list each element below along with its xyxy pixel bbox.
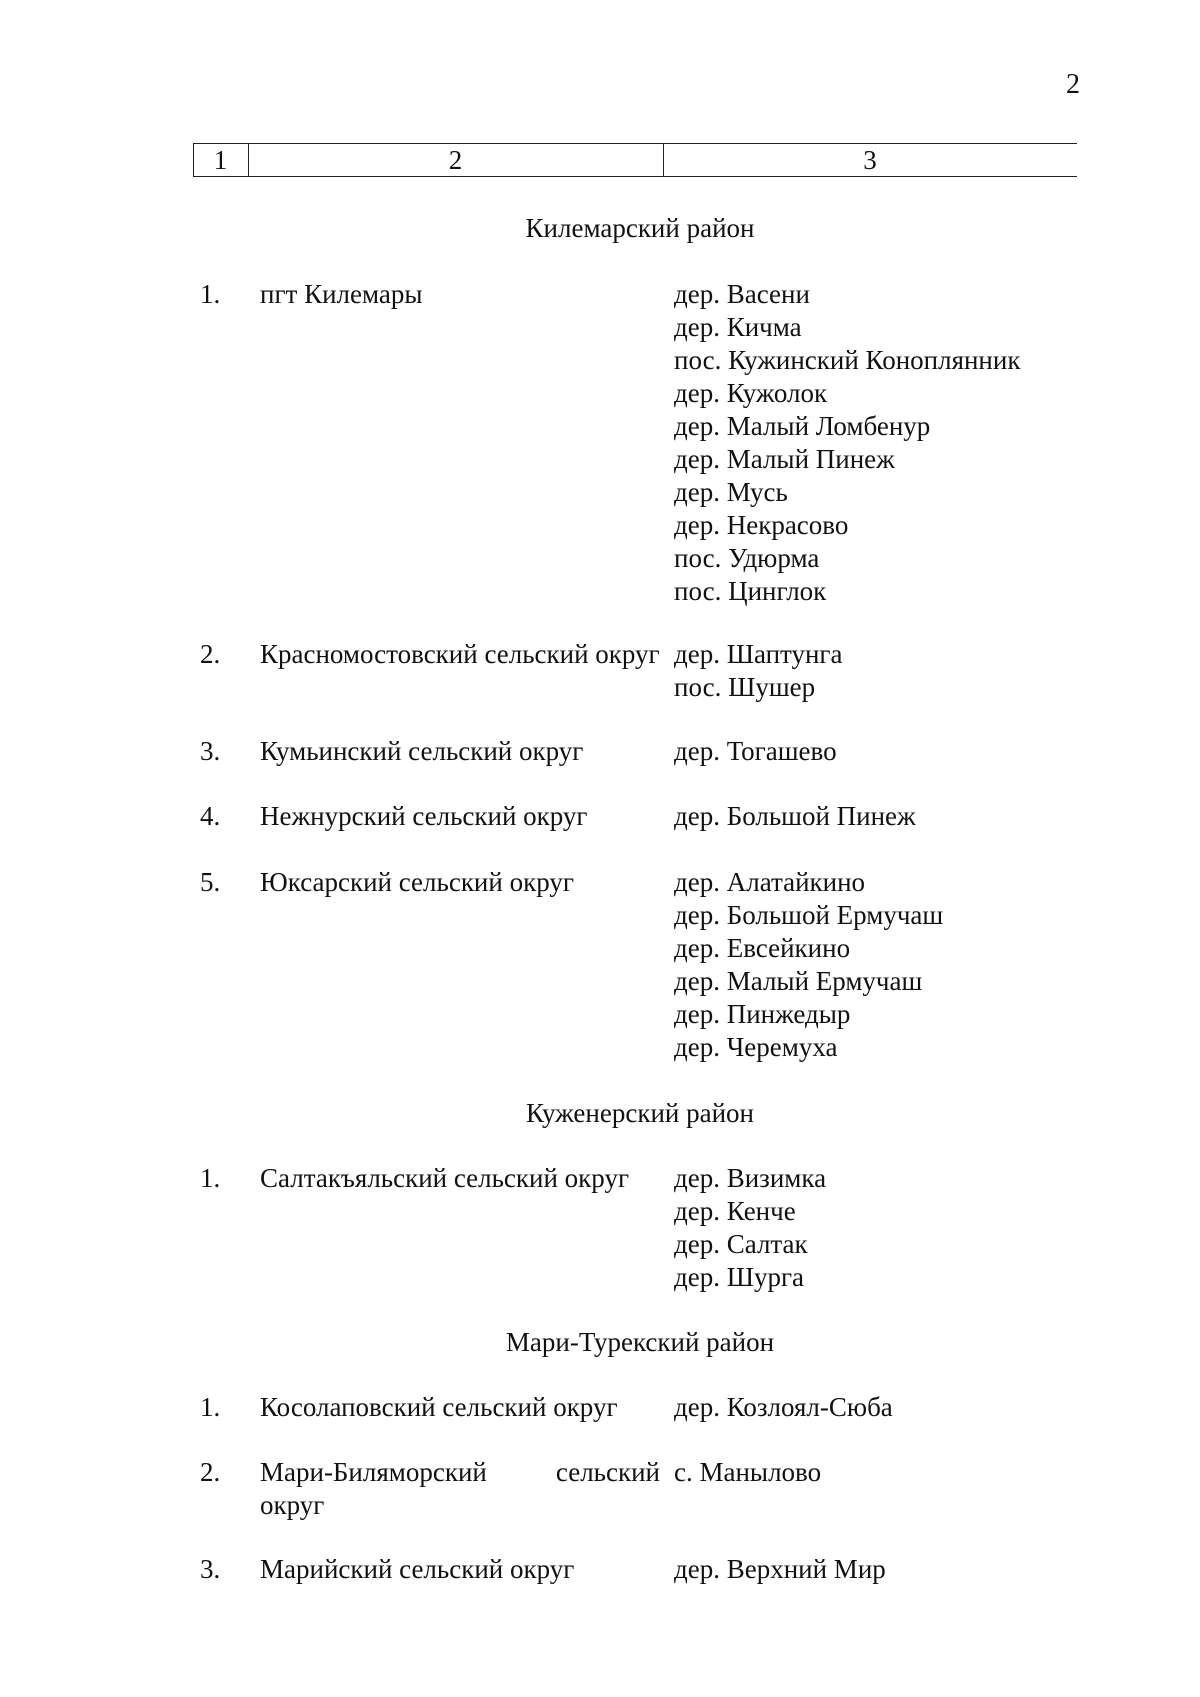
- place-item: дер. Алатайкино: [674, 867, 866, 897]
- place-item: дер. Шурга: [674, 1262, 805, 1292]
- place-item: пос. Кужинский Коноплянник: [674, 345, 1021, 375]
- entry-number: 1.: [200, 279, 221, 309]
- entry-places: [674, 735, 1094, 768]
- header-col-1: 1: [213, 145, 228, 175]
- entry-name: пгт Килемары: [260, 279, 423, 309]
- place-item: дер. Кужолок: [674, 378, 828, 408]
- column-header-row: [193, 143, 1077, 178]
- entry-name: Мари-Биляморский сельский округ: [260, 1457, 660, 1520]
- entry-places: [674, 1553, 1094, 1586]
- place-item: дер. Пинжедыр: [674, 999, 851, 1029]
- place-item: дер. Козлоял-Сюба: [674, 1392, 893, 1422]
- entry-places: [674, 1162, 1094, 1294]
- place-item: пос. Цинглок: [674, 576, 827, 606]
- entry-number: 3.: [200, 736, 221, 766]
- entry-places: [674, 800, 1094, 833]
- entry-places: [674, 278, 1094, 608]
- place-item: дер. Салтак: [674, 1229, 808, 1259]
- entry-places: [674, 638, 1094, 704]
- district-title: Куженерский район: [526, 1098, 754, 1128]
- place-item: пос. Шушер: [674, 672, 816, 702]
- place-item: дер. Евсейкино: [674, 933, 851, 963]
- entry-name: Нежнурский сельский округ: [260, 801, 588, 831]
- entry-name: Марийский сельский округ: [260, 1554, 575, 1584]
- entry-number: 4.: [200, 801, 221, 831]
- header-col-2: 2: [448, 145, 463, 175]
- entry-name: Косолаповский сельский округ: [260, 1392, 618, 1422]
- entry-name: Юксарский сельский округ: [260, 867, 574, 897]
- entry-places: [674, 1391, 1094, 1424]
- entry-number: 1.: [200, 1392, 221, 1422]
- entry-places: [674, 1456, 1094, 1489]
- district-title: Килемарский район: [525, 213, 755, 243]
- entry-number: 2.: [200, 1457, 221, 1487]
- place-item: с. Манылово: [674, 1457, 822, 1487]
- place-item: дер. Тогашево: [674, 736, 837, 766]
- place-item: дер. Малый Ломбенур: [674, 411, 931, 441]
- entry-number: 1.: [200, 1163, 221, 1193]
- place-item: дер. Кичма: [674, 312, 802, 342]
- place-item: дер. Верхний Мир: [674, 1554, 886, 1584]
- place-item: дер. Малый Ермучаш: [674, 966, 923, 996]
- page-number: 2: [1066, 69, 1080, 100]
- place-item: дер. Васени: [674, 279, 810, 309]
- place-item: дер. Шаптунга: [674, 639, 843, 669]
- entry-name: Салтакъяльский сельский округ: [260, 1163, 630, 1193]
- place-item: дер. Черемуха: [674, 1032, 838, 1062]
- place-item: дер. Малый Пинеж: [674, 444, 895, 474]
- place-item: дер. Визимка: [674, 1163, 827, 1193]
- header-col-3: 3: [863, 145, 877, 175]
- place-item: дер. Большой Пинеж: [674, 801, 916, 831]
- district-title: Мари-Турекский район: [505, 1327, 775, 1357]
- entry-number: 5.: [200, 867, 221, 897]
- entry-number: 3.: [200, 1554, 221, 1584]
- place-item: дер. Кенче: [674, 1196, 796, 1226]
- entry-name: Красномостовский сельский округ: [260, 639, 660, 669]
- place-item: пос. Удюрма: [674, 543, 820, 573]
- place-item: дер. Некрасово: [674, 510, 849, 540]
- place-item: дер. Мусь: [674, 477, 788, 507]
- entry-number: 2.: [200, 639, 221, 669]
- entry-places: [674, 866, 1094, 1064]
- entry-name: Кумьинский сельский округ: [260, 736, 584, 766]
- place-item: дер. Большой Ермучаш: [674, 900, 944, 930]
